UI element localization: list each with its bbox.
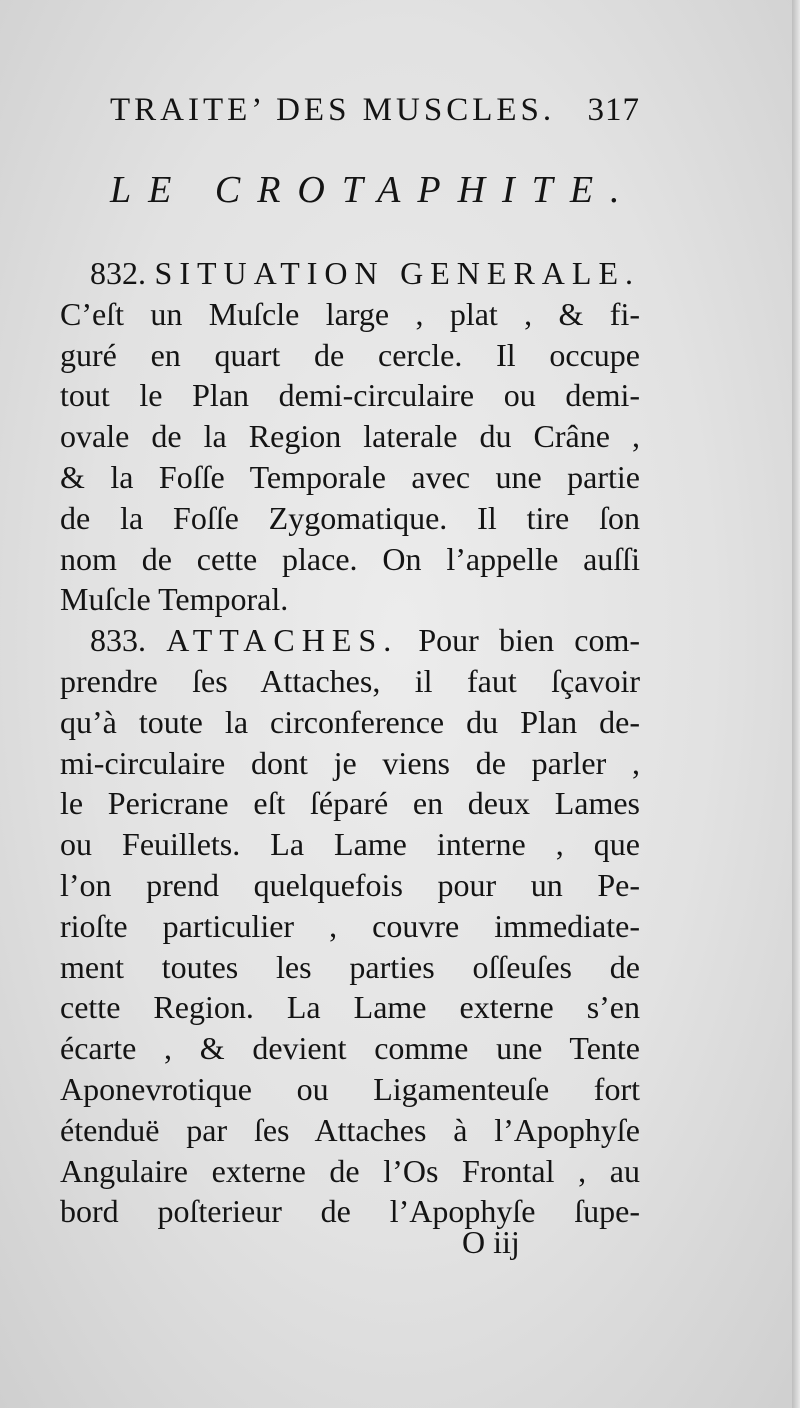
para-833-line-0 [60, 620, 640, 661]
para-832-line: C’eſt un Muſcle large , plat , & fi- [60, 295, 640, 332]
para-832-line: nom de cette place. On l’appelle auſſi [60, 540, 640, 577]
para-833-heading: ATTACHES. [166, 622, 399, 659]
para-833-line: qu’à toute la circonference du Plan de- [60, 703, 640, 740]
para-833-line: ment toutes les parties oſſeuſes de [60, 948, 640, 985]
para-833-line: cette Region. La Lame externe s’en [60, 989, 640, 1026]
chapter-title: LE CROTAPHITE. [110, 169, 637, 211]
para-833-line: étenduë par ſes Attaches à l’Apophyſe [60, 1111, 640, 1148]
page-edge-shadow [792, 0, 800, 1408]
body-text [60, 253, 640, 1232]
running-head [110, 92, 640, 140]
para-832-number: 832. [90, 255, 146, 291]
para-832-heading: SITUATION GENERALE. [154, 255, 641, 291]
para-833-number: 833. [90, 622, 146, 659]
para-833-line: Angulaire externe de l’Os Frontal , au [60, 1152, 640, 1189]
para-833-first-rest: Pour bien com- [418, 622, 641, 659]
para-833-line: l’on prend quelquefois pour un Pe- [60, 866, 640, 903]
para-833-line: rioſte particulier , couvre immediate- [60, 907, 640, 944]
para-832-line: guré en quart de cercle. Il occupe [60, 336, 640, 373]
para-833-line: Aponevrotique ou Ligamenteuſe fort [60, 1070, 640, 1107]
para-833-line: ou Feuillets. La Lame interne , que [60, 826, 640, 863]
page-number: 317 [587, 92, 640, 128]
signature-mark: O iij [462, 1224, 520, 1260]
para-832-line: Muſcle Temporal. [60, 581, 289, 618]
para-833-line: mi-circulaire dont je viens de parler , [60, 744, 640, 781]
para-832-line: tout le Plan demi-circulaire ou demi- [60, 377, 640, 414]
para-832-line-0 [60, 253, 640, 294]
running-head-title: TRAITE’ DES MUSCLES. [110, 92, 556, 128]
para-833-line: le Pericrane eſt ſéparé en deux Lames [60, 785, 640, 822]
para-832-line: ovale de la Region laterale du Crâne , [60, 418, 640, 455]
para-833-line: bord poſterieur de l’Apophyſe ſupe- [60, 1193, 640, 1230]
para-832-line: & la Foſſe Temporale avec une partie [60, 458, 640, 495]
para-833-line: prendre ſes Attaches, il faut ſçavoir [60, 662, 640, 699]
para-833-line: écarte , & devient comme une Tente [60, 1030, 640, 1067]
para-832-line: de la Foſſe Zygomatique. Il tire ſon [60, 499, 640, 536]
